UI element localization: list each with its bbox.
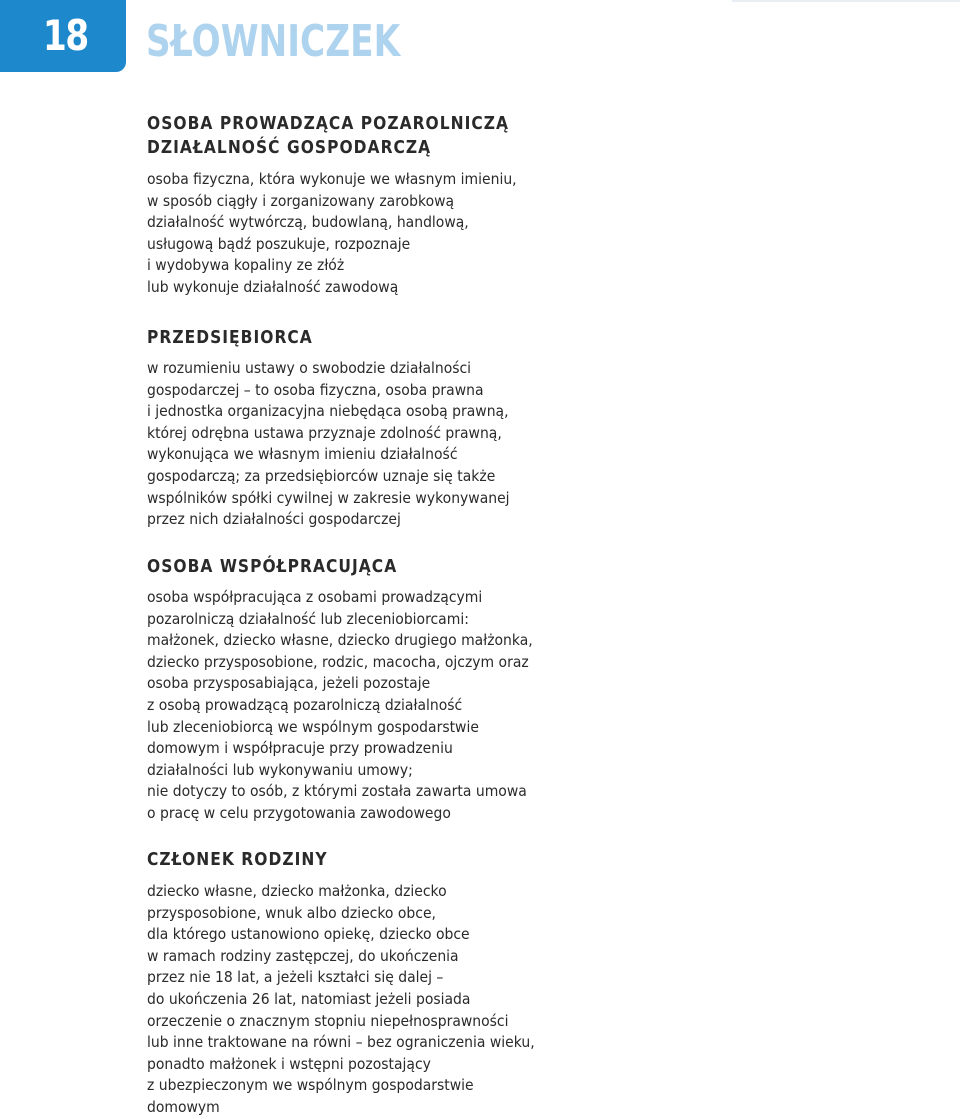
- glossary-entry: [147, 848, 564, 1119]
- definition-line: małżonek, dziecko własne, dziecko drugiego małżonka,: [147, 631, 533, 650]
- definition-line: której odrębna ustawa przyznaje zdolność prawną,: [147, 423, 502, 442]
- definition-line: lub inne traktowane na równi – bez ograniczenia wieku,: [147, 1033, 535, 1052]
- glossary-term: [147, 848, 505, 872]
- definition-line: działalność wytwórczą, budowlaną, handlową,: [147, 213, 469, 232]
- header-divider: [732, 0, 960, 2]
- term-line: OSOBA PROWADZĄCA POZAROLNICZĄ: [147, 113, 510, 134]
- definition-line: gospodarczą; za przedsiębiorców uznaje się także: [147, 466, 496, 485]
- definition-line: osoba współpracująca z osobami prowadzącymi: [147, 588, 483, 606]
- glossary-definition: [147, 358, 537, 531]
- definition-line: przez nie 18 lat, a jeżeli kształci się dalej –: [147, 968, 444, 987]
- definition-line: domowym: [147, 1097, 220, 1116]
- definition-line: w ramach rodziny zastępczej, do ukończenia: [147, 946, 459, 965]
- definition-line: nie dotyczy to osób, z którymi została zawarta umowa: [147, 782, 527, 801]
- glossary-entry: [147, 555, 562, 825]
- term-line: PRZEDSIĘBIORCA: [147, 327, 313, 348]
- definition-line: domowym i współpracuje przy prowadzeniu: [147, 739, 453, 758]
- page-number: 18: [42, 11, 88, 60]
- definition-line: wspólników spółki cywilnej w zakresie wykonywanej: [147, 488, 510, 507]
- glossary-definition: [147, 587, 562, 825]
- definition-line: lub zleceniobiorcą we wspólnym gospodarstwie: [147, 717, 479, 736]
- definition-line: w rozumieniu ustawy o swobodzie działalności: [147, 359, 472, 377]
- definition-line: usługową bądź poszukuje, rozpoznaje: [147, 234, 411, 253]
- glossary-term: [147, 112, 509, 160]
- definition-line: osoba fizyczna, która wykonuje we własnym imieniu,: [147, 170, 517, 188]
- definition-line: i jednostka organizacyjna niebędąca osobą prawną,: [147, 402, 509, 421]
- definition-line: osoba przysposabiająca, jeżeli pozostaje: [147, 674, 431, 693]
- definition-line: pozarolniczą działalność lub zleceniobiorcami:: [147, 609, 469, 628]
- definition-line: dziecko przysposobione, rodzic, macocha, ojczym oraz: [147, 652, 529, 671]
- definition-line: do ukończenia 26 lat, natomiast jeżeli posiada: [147, 989, 471, 1008]
- term-line: CZŁONEK RODZINY: [147, 849, 328, 870]
- definition-line: orzeczenie o znacznym stopniu niepełnosprawności: [147, 1011, 509, 1030]
- definition-line: gospodarczej – to osoba fizyczna, osoba prawna: [147, 380, 484, 399]
- term-line: DZIAŁALNOŚĆ GOSPODARCZĄ: [147, 137, 432, 158]
- definition-line: przez nich działalności gospodarczej: [147, 510, 401, 529]
- term-line: OSOBA WSPÓŁPRACUJĄCA: [147, 556, 398, 577]
- glossary-entry: [147, 112, 568, 299]
- definition-line: działalności lub wykonywaniu umowy;: [147, 760, 413, 779]
- definition-line: przysposobione, wnuk albo dziecko obce,: [147, 903, 436, 922]
- definition-line: w sposób ciągły i zorganizowany zarobkową: [147, 191, 455, 210]
- definition-line: lub wykonuje działalność zawodową: [147, 277, 399, 296]
- glossary-definition: [147, 169, 568, 299]
- definition-line: dla którego ustanowiono opiekę, dziecko obce: [147, 925, 470, 944]
- definition-line: z ubezpieczonym we wspólnym gospodarstwie: [147, 1076, 474, 1095]
- definition-line: ponadto małżonek i wstępni pozostający: [147, 1054, 431, 1073]
- glossary-definition: [147, 881, 564, 1119]
- glossary-term: [147, 326, 482, 350]
- page-title: SŁOWNICZEK: [146, 16, 401, 67]
- definition-line: i wydobywa kopaliny ze złóż: [147, 256, 345, 275]
- definition-line: z osobą prowadzącą pozarolniczą działalność: [147, 695, 463, 714]
- glossary-term: [147, 555, 504, 579]
- definition-line: dziecko własne, dziecko małżonka, dziecko: [147, 882, 447, 900]
- definition-line: o pracę w celu przygotowania zawodowego: [147, 803, 451, 822]
- definition-line: wykonująca we własnym imieniu działalność: [147, 445, 458, 464]
- glossary-entry: [147, 326, 537, 531]
